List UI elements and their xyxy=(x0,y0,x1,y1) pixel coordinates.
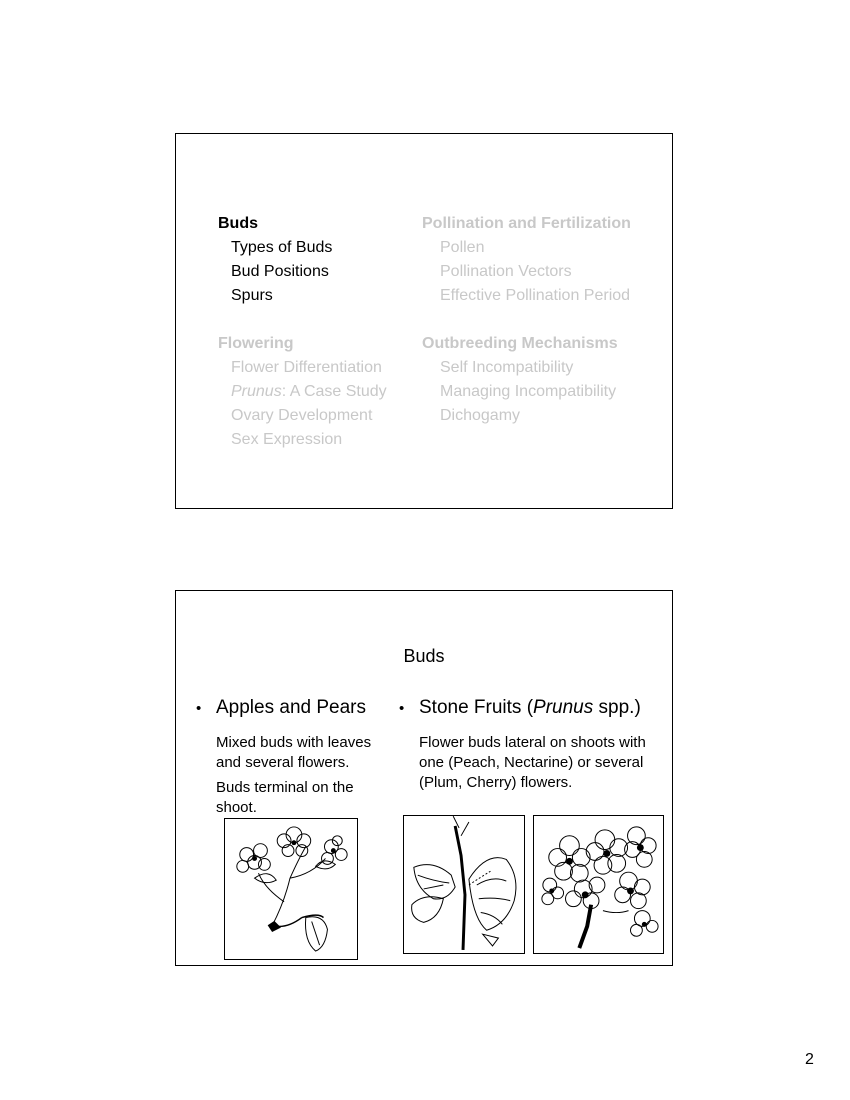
outline-section-buds xyxy=(218,212,387,308)
genus-name: Prunus xyxy=(533,697,594,718)
outline-item: Bud Positions xyxy=(231,263,329,280)
cherry-blossom-illustration xyxy=(533,815,664,954)
outline-item: Types of Buds xyxy=(231,239,333,256)
outline-item: Flower Differentiation xyxy=(231,359,382,376)
buds-slide xyxy=(175,590,673,966)
outline-left-column xyxy=(218,212,387,452)
outline-slide xyxy=(175,133,673,509)
outline-section-outbreeding xyxy=(422,332,631,428)
outline-item xyxy=(218,380,387,404)
outline-item: Dichogamy xyxy=(440,407,521,424)
section-heading: Flowering xyxy=(218,335,294,352)
outline-item-suffix: : A Case Study xyxy=(281,383,387,400)
bullet-stone-fruits xyxy=(399,697,659,798)
apple-blossom-illustration xyxy=(224,818,358,960)
outline-item: Self Incompatibility xyxy=(440,359,574,376)
peach-blossom-illustration xyxy=(403,815,525,954)
bullet-heading: Stone Fruits (Prunus spp.) xyxy=(419,697,641,718)
outline-item: Effective Pollination Period xyxy=(440,287,631,304)
page-number: 2 xyxy=(805,1051,814,1068)
outline-item: Sex Expression xyxy=(231,431,343,448)
outline-item: Ovary Development xyxy=(231,407,373,424)
outline-item: Spurs xyxy=(231,287,273,304)
outline-right-column xyxy=(422,212,631,428)
bullet-marker: • xyxy=(196,700,202,717)
bullet-marker: • xyxy=(399,700,405,717)
bullet-apples-pears xyxy=(196,697,396,823)
bullet-text: Flower buds lateral on shoots with one (Peach, Nectarine) or several (Plum, Cherry) flowers. xyxy=(419,734,646,791)
genus-name: Prunus xyxy=(231,383,282,400)
section-heading: Pollination and Fertilization xyxy=(422,215,631,232)
bullet-text: Mixed buds with leaves and several flowers. xyxy=(216,734,372,771)
bullet-text: Buds terminal on the shoot. xyxy=(216,779,354,816)
section-heading: Buds xyxy=(218,215,258,232)
outline-section-flowering xyxy=(218,332,387,452)
outline-section-pollination xyxy=(422,212,631,308)
slide-title-text: Buds xyxy=(403,646,445,666)
outline-item: Pollination Vectors xyxy=(440,263,572,280)
outline-item: Managing Incompatibility xyxy=(440,383,617,400)
outline-item: Pollen xyxy=(440,239,485,256)
section-heading: Outbreeding Mechanisms xyxy=(422,335,618,352)
bullet-heading: Apples and Pears xyxy=(216,697,366,718)
slide-title xyxy=(176,646,672,667)
